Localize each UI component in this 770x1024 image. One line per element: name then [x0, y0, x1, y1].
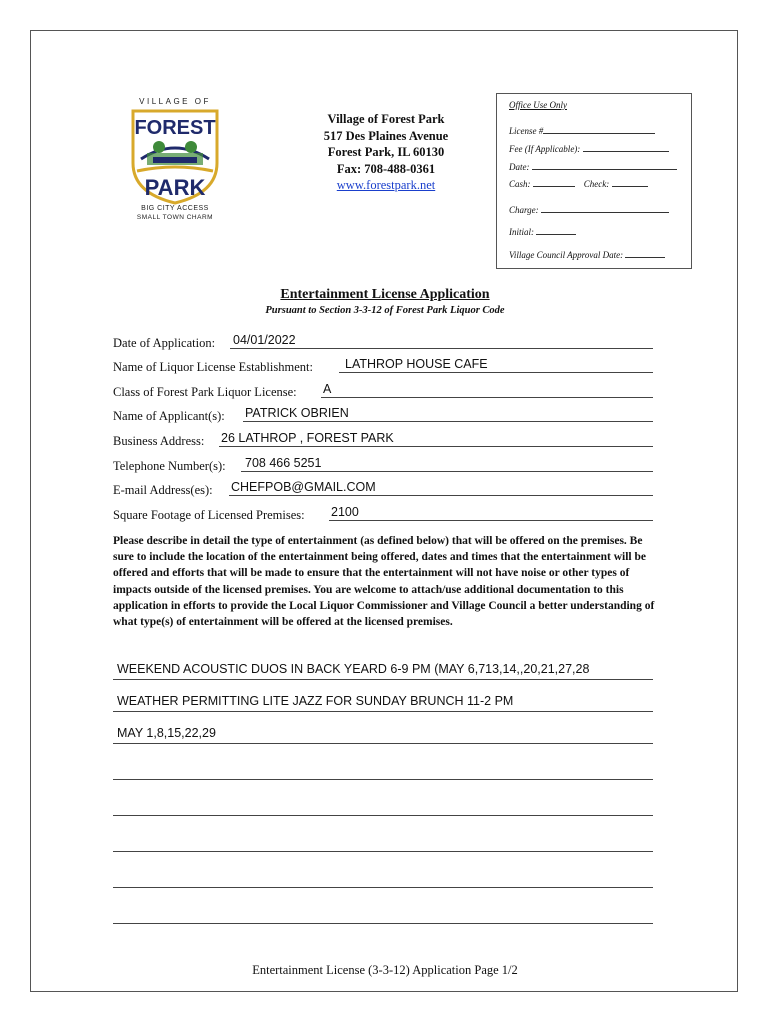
- field-value[interactable]: LATHROP HOUSE CAFE: [345, 357, 488, 371]
- forest-park-emblem-icon: [123, 107, 227, 205]
- applicant-name-field[interactable]: [113, 406, 653, 424]
- field-value[interactable]: PATRICK OBRIEN: [245, 406, 349, 420]
- svg-text:PARK: PARK: [144, 175, 206, 200]
- office-date-label: Date:: [509, 162, 530, 172]
- application-page: [30, 30, 738, 992]
- field-label: Name of Liquor License Establishment:: [113, 360, 313, 374]
- field-label: Business Address:: [113, 434, 205, 448]
- establishment-name-field[interactable]: [113, 357, 653, 375]
- approval-date-label: Village Council Approval Date:: [509, 250, 624, 260]
- fax-number: Fax: 708-488-0361: [336, 161, 436, 176]
- description-line[interactable]: WEATHER PERMITTING LITE JAZZ FOR SUNDAY BRUNCH 11-2 PM: [113, 691, 653, 712]
- fee-label: Fee (If Applicable):: [509, 144, 581, 154]
- village-name: Village of Forest Park: [327, 112, 445, 126]
- license-number-label: License #: [509, 126, 544, 136]
- initial-label: Initial:: [509, 227, 534, 237]
- square-footage-field[interactable]: [113, 505, 653, 523]
- description-line[interactable]: [113, 759, 653, 780]
- field-label: Name of Applicant(s):: [113, 409, 225, 423]
- form-title: Entertainment License Application: [280, 287, 490, 302]
- description-line[interactable]: [113, 795, 653, 816]
- email-address-field[interactable]: [113, 480, 653, 498]
- description-line[interactable]: MAY 1,8,15,22,29: [113, 723, 653, 744]
- field-value[interactable]: A: [323, 382, 332, 396]
- page-footer: Entertainment License (3-3-12) Application Page 1/2: [252, 963, 518, 977]
- office-use-box: [496, 93, 692, 269]
- logo-village-of: VILLAGE OF: [139, 97, 211, 106]
- business-address-field[interactable]: [113, 431, 653, 449]
- street-address: 517 Des Plaines Avenue: [323, 128, 449, 143]
- field-label: Telephone Number(s):: [113, 459, 226, 473]
- date-of-application-field[interactable]: [113, 333, 653, 351]
- logo-tagline-1: BIG CITY ACCESS: [141, 205, 209, 212]
- field-value[interactable]: CHEFPOB@GMAIL.COM: [231, 480, 376, 494]
- description-line[interactable]: WEEKEND ACOUSTIC DUOS IN BACK YEARD 6-9 PM (MAY 6,713,14,,20,21,27,28: [113, 659, 653, 680]
- telephone-number-field[interactable]: [113, 456, 653, 474]
- city-state-zip: Forest Park, IL 60130: [327, 145, 445, 159]
- description-line[interactable]: [113, 903, 653, 924]
- website-link[interactable]: www.forestpark.net: [336, 178, 436, 192]
- description-line[interactable]: [113, 867, 653, 888]
- liquor-license-class-field[interactable]: [113, 382, 653, 400]
- description-line[interactable]: [113, 831, 653, 852]
- check-label: Check:: [583, 179, 610, 189]
- field-value[interactable]: 708 466 5251: [245, 456, 322, 470]
- field-value[interactable]: 26 LATHROP , FOREST PARK: [221, 431, 394, 445]
- village-address-block: [271, 111, 501, 194]
- office-use-title: Office Use Only: [509, 100, 567, 110]
- field-label: E-mail Address(es):: [113, 483, 213, 497]
- svg-text:FOREST: FOREST: [134, 117, 216, 139]
- field-label: Date of Application:: [113, 336, 216, 350]
- field-label: Class of Forest Park Liquor License:: [113, 385, 297, 399]
- entertainment-instructions: Please describe in detail the type of entertainment (as defined below) that will be offered on the premises. Be sure to include the location of the entertainment being offered, dates and times that the entertainment will be offered and efforts that will be made to ensure that the entertainment will not have noise or other types of impacts outside of the licensed premises. You are welcome to attach/use additional documentation to this application in efforts to provide the Local Liquor Commissioner and Village Council a better understanding of what type(s) of entertainment will be offered at the licensed premises.: [113, 535, 655, 629]
- field-label: Square Footage of Licensed Premises:: [113, 508, 305, 522]
- charge-label: Charge:: [509, 205, 539, 215]
- logo-tagline-2: SMALL TOWN CHARM: [136, 214, 214, 221]
- forest-park-logo: [117, 97, 237, 247]
- cash-label: Cash:: [509, 179, 531, 189]
- form-subtitle: Pursuant to Section 3-3-12 of Forest Park Liquor Code: [265, 305, 505, 316]
- field-value[interactable]: 04/01/2022: [233, 333, 296, 347]
- field-value[interactable]: 2100: [331, 505, 359, 519]
